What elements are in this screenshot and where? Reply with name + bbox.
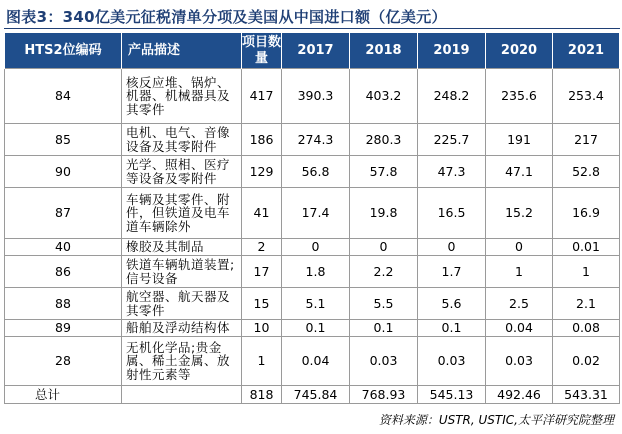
cell-value: 253.4 — [553, 69, 620, 124]
cell-value: 0.1 — [282, 320, 350, 337]
total-value: 545.13 — [418, 386, 486, 404]
cell-value: 0.03 — [486, 337, 553, 386]
cell-desc: 航空器、航天器及其零件 — [122, 288, 242, 320]
cell-value: 5.6 — [418, 288, 486, 320]
total-value: 543.31 — [553, 386, 620, 404]
header-year: 2018 — [350, 33, 418, 69]
cell-value: 0.02 — [553, 337, 620, 386]
cell-value: 5.1 — [282, 288, 350, 320]
cell-desc: 无机化学品;贵金属、稀土金属、放射性元素等 — [122, 337, 242, 386]
total-count: 818 — [242, 386, 282, 404]
cell-value: 1.7 — [418, 256, 486, 288]
cell-value: 0 — [418, 239, 486, 256]
cell-value: 217 — [553, 124, 620, 156]
cell-count: 41 — [242, 188, 282, 239]
figure-title: 图表3：340亿美元征税清单分项及美国从中国进口额（亿美元） — [6, 8, 447, 26]
total-label: 总计 — [5, 386, 122, 404]
cell-value: 56.8 — [282, 156, 350, 188]
cell-value: 2.2 — [350, 256, 418, 288]
cell-desc: 船舶及浮动结构体 — [122, 320, 242, 337]
title-rule — [4, 28, 620, 29]
total-value: 745.84 — [282, 386, 350, 404]
cell-desc: 橡胶及其制品 — [122, 239, 242, 256]
cell-desc: 核反应堆、锅炉、机器、机械器具及其零件 — [122, 69, 242, 124]
cell-value: 390.3 — [282, 69, 350, 124]
cell-value: 403.2 — [350, 69, 418, 124]
table-row — [5, 69, 620, 124]
total-value: 768.93 — [350, 386, 418, 404]
header-year: 2021 — [553, 33, 620, 69]
cell-value: 0.03 — [418, 337, 486, 386]
cell-value: 0.1 — [418, 320, 486, 337]
cell-count: 186 — [242, 124, 282, 156]
header-code: HTS2位编码 — [5, 33, 122, 69]
cell-value: 1.8 — [282, 256, 350, 288]
cell-value: 2.1 — [553, 288, 620, 320]
cell-code: 85 — [5, 124, 122, 156]
cell-value: 15.2 — [486, 188, 553, 239]
cell-desc: 电机、电气、音像设备及其零附件 — [122, 124, 242, 156]
cell-code: 84 — [5, 69, 122, 124]
cell-value: 57.8 — [350, 156, 418, 188]
source-note: 资料来源：USTR, USTIC,太平洋研究院整理 — [378, 413, 614, 427]
cell-value: 2.5 — [486, 288, 553, 320]
cell-desc: 光学、照相、医疗等设备及零附件 — [122, 156, 242, 188]
cell-code: 90 — [5, 156, 122, 188]
cell-count: 129 — [242, 156, 282, 188]
cell-value: 225.7 — [418, 124, 486, 156]
cell-code: 86 — [5, 256, 122, 288]
table-row — [5, 156, 620, 188]
cell-count: 17 — [242, 256, 282, 288]
table-row — [5, 256, 620, 288]
table-row — [5, 320, 620, 337]
total-row — [5, 386, 620, 404]
cell-code: 89 — [5, 320, 122, 337]
header-year: 2017 — [282, 33, 350, 69]
cell-value: 52.8 — [553, 156, 620, 188]
cell-count: 2 — [242, 239, 282, 256]
cell-value: 0 — [282, 239, 350, 256]
total-desc-empty — [122, 386, 242, 404]
cell-code: 87 — [5, 188, 122, 239]
cell-value: 0.1 — [350, 320, 418, 337]
cell-value: 47.1 — [486, 156, 553, 188]
cell-value: 191 — [486, 124, 553, 156]
cell-value: 1 — [486, 256, 553, 288]
cell-value: 17.4 — [282, 188, 350, 239]
cell-value: 0.04 — [282, 337, 350, 386]
table-row — [5, 124, 620, 156]
table-row — [5, 239, 620, 256]
cell-value: 248.2 — [418, 69, 486, 124]
cell-count: 417 — [242, 69, 282, 124]
cell-value: 5.5 — [350, 288, 418, 320]
cell-code: 88 — [5, 288, 122, 320]
header-desc: 产品描述 — [122, 33, 242, 69]
cell-value: 0.08 — [553, 320, 620, 337]
cell-value: 0.03 — [350, 337, 418, 386]
cell-code: 28 — [5, 337, 122, 386]
header-row — [5, 33, 620, 69]
cell-value: 0 — [350, 239, 418, 256]
cell-value: 0.04 — [486, 320, 553, 337]
header-year: 2020 — [486, 33, 553, 69]
total-value: 492.46 — [486, 386, 553, 404]
cell-value: 19.8 — [350, 188, 418, 239]
cell-code: 40 — [5, 239, 122, 256]
table-row — [5, 188, 620, 239]
table-row — [5, 337, 620, 386]
cell-count: 10 — [242, 320, 282, 337]
cell-value: 0 — [486, 239, 553, 256]
cell-value: 0.01 — [553, 239, 620, 256]
cell-value: 1 — [553, 256, 620, 288]
cell-desc: 铁道车辆轨道装置;信号设备 — [122, 256, 242, 288]
cell-value: 47.3 — [418, 156, 486, 188]
cell-value: 16.9 — [553, 188, 620, 239]
cell-count: 15 — [242, 288, 282, 320]
tariff-table — [4, 33, 620, 404]
cell-value: 235.6 — [486, 69, 553, 124]
cell-value: 274.3 — [282, 124, 350, 156]
header-year: 2019 — [418, 33, 486, 69]
cell-value: 16.5 — [418, 188, 486, 239]
table-row — [5, 288, 620, 320]
cell-desc: 车辆及其零件、附件，但铁道及电车道车辆除外 — [122, 188, 242, 239]
cell-count: 1 — [242, 337, 282, 386]
cell-value: 280.3 — [350, 124, 418, 156]
header-count: 项目数量 — [242, 33, 282, 69]
